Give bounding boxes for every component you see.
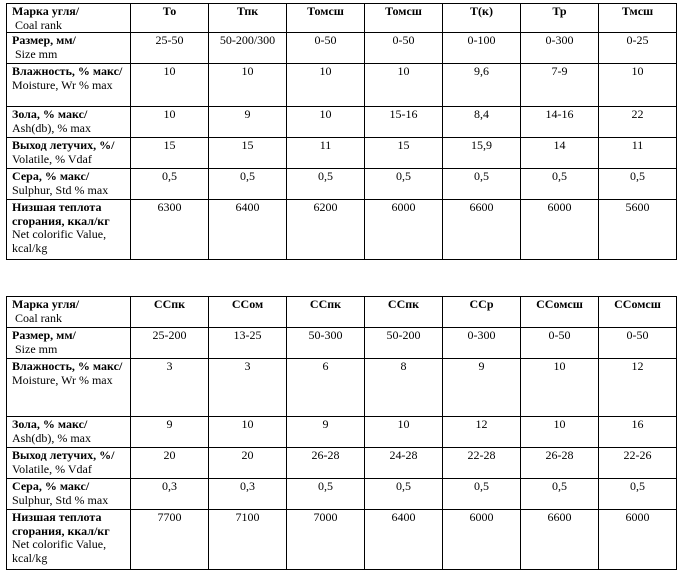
table-cell: 0-25: [599, 33, 677, 64]
label-en: Moisture, Wr % max: [12, 77, 113, 92]
label-ru: Сера, % макс/: [12, 479, 90, 493]
label-en: Ash(db), % max: [12, 120, 91, 135]
coal-rank-header: ССпк: [287, 297, 365, 328]
table-cell: 0-100: [443, 33, 521, 64]
label-en: Sulphur, Std % max: [12, 182, 109, 197]
table-cell: 10: [365, 64, 443, 107]
table-cell: 20: [209, 448, 287, 479]
label-ru: Марка угля/: [12, 297, 80, 311]
table-cell: 10: [209, 64, 287, 107]
coal-rank-header: ССом: [209, 297, 287, 328]
row-label: [7, 328, 131, 359]
table-cell: 0,5: [209, 169, 287, 200]
table-cell: 13-25: [209, 328, 287, 359]
label-en: Moisture, Wr % max: [12, 372, 113, 387]
row-label: [7, 33, 131, 64]
table-cell: 10: [131, 107, 209, 138]
label-en: Sulphur, Std % max: [12, 492, 109, 507]
table-row: [7, 138, 677, 169]
coal-rank-header: Тпк: [209, 4, 287, 33]
table-cell: 10: [521, 417, 599, 448]
table-cell: 10: [131, 64, 209, 107]
table-row: [7, 359, 677, 417]
table-row: [7, 64, 677, 107]
table-cell: 0,5: [131, 169, 209, 200]
table-cell: 8: [365, 359, 443, 417]
row-label: [7, 297, 131, 328]
table-cell: 0,5: [287, 169, 365, 200]
label-en: Net colorific Value, kcal/kg: [12, 537, 107, 565]
table-cell: 26-28: [521, 448, 599, 479]
row-label: [7, 107, 131, 138]
table-cell: 0,5: [521, 169, 599, 200]
table-cell: 0,5: [521, 479, 599, 510]
table-cell: 11: [287, 138, 365, 169]
table-cell: 15: [131, 138, 209, 169]
table-cell: 10: [287, 64, 365, 107]
table-cell: 12: [443, 417, 521, 448]
row-label: [7, 479, 131, 510]
table-cell: 6600: [443, 200, 521, 260]
coal-rank-header: Тмсш: [599, 4, 677, 33]
table-cell: 6: [287, 359, 365, 417]
header-row: [7, 4, 677, 33]
table-cell: 6000: [599, 510, 677, 570]
table-cell: 0-300: [443, 328, 521, 359]
coal-rank-header: Т(к): [443, 4, 521, 33]
table-row: [7, 510, 677, 570]
table-cell: 22-28: [443, 448, 521, 479]
label-ru: Выход летучих, %/: [12, 138, 115, 152]
table-cell: 6400: [209, 200, 287, 260]
table-cell: 9: [443, 359, 521, 417]
label-ru: Низшая теплота сгорания, ккал/кг: [12, 510, 110, 538]
table-cell: 0-50: [287, 33, 365, 64]
table-cell: 16: [599, 417, 677, 448]
table-row: [7, 328, 677, 359]
table-cell: 7000: [287, 510, 365, 570]
label-ru: Зола, % макс/: [12, 417, 88, 431]
table-cell: 7100: [209, 510, 287, 570]
label-en: Ash(db), % max: [12, 430, 91, 445]
table-cell: 15: [365, 138, 443, 169]
label-ru: Влажность, % макс/: [12, 359, 123, 373]
table-cell: 6000: [443, 510, 521, 570]
row-label: [7, 510, 131, 570]
coal-rank-header: ССпк: [365, 297, 443, 328]
table-cell: 10: [365, 417, 443, 448]
table-cell: 15-16: [365, 107, 443, 138]
label-en: Size mm: [15, 46, 58, 61]
table-cell: 0-50: [365, 33, 443, 64]
label-ru: Марка угля/: [12, 4, 80, 18]
table-cell: 0,5: [365, 169, 443, 200]
coal-rank-header: То: [131, 4, 209, 33]
table-cell: 20: [131, 448, 209, 479]
table-cell: 0,5: [443, 479, 521, 510]
table-cell: 0,5: [599, 479, 677, 510]
table-cell: 50-200: [365, 328, 443, 359]
row-label: [7, 138, 131, 169]
table-cell: 12: [599, 359, 677, 417]
table-cell: 0,5: [443, 169, 521, 200]
coal-spec-table-1: [6, 3, 677, 260]
table-row: [7, 107, 677, 138]
coal-spec-table-2: [6, 296, 677, 570]
row-label: [7, 417, 131, 448]
table-cell: 6200: [287, 200, 365, 260]
table-cell: 10: [209, 417, 287, 448]
table-cell: 6000: [365, 200, 443, 260]
row-label: [7, 169, 131, 200]
table-cell: 5600: [599, 200, 677, 260]
table-row: [7, 200, 677, 260]
table-cell: 3: [209, 359, 287, 417]
table-cell: 0,3: [131, 479, 209, 510]
table-row: [7, 417, 677, 448]
table-cell: 6300: [131, 200, 209, 260]
table-cell: 0-300: [521, 33, 599, 64]
table-cell: 9: [131, 417, 209, 448]
label-ru: Выход летучих, %/: [12, 448, 115, 462]
row-label: [7, 200, 131, 260]
table-cell: 9: [209, 107, 287, 138]
table-cell: 0,5: [365, 479, 443, 510]
table-cell: 25-200: [131, 328, 209, 359]
table-cell: 7-9: [521, 64, 599, 107]
label-en: Net colorific Value, kcal/kg: [12, 227, 107, 255]
table-cell: 0,5: [287, 479, 365, 510]
label-en: Volatile, % Vdaf: [12, 151, 92, 166]
label-ru: Низшая теплота сгорания, ккал/кг: [12, 200, 110, 228]
table-cell: 6600: [521, 510, 599, 570]
coal-rank-header: Тр: [521, 4, 599, 33]
coal-rank-header: Томсш: [287, 4, 365, 33]
coal-rank-header: ССпк: [131, 297, 209, 328]
label-en: Volatile, % Vdaf: [12, 461, 92, 476]
coal-rank-header: ССр: [443, 297, 521, 328]
table-cell: 0-50: [599, 328, 677, 359]
table-cell: 0,5: [599, 169, 677, 200]
coal-rank-header: Томсш: [365, 4, 443, 33]
table-cell: 24-28: [365, 448, 443, 479]
table-cell: 6000: [521, 200, 599, 260]
label-en: Coal rank: [15, 310, 62, 325]
table-cell: 9: [287, 417, 365, 448]
table-cell: 0,3: [209, 479, 287, 510]
coal-rank-header: ССомсш: [599, 297, 677, 328]
table-cell: 7700: [131, 510, 209, 570]
table-cell: 25-50: [131, 33, 209, 64]
table-row: [7, 33, 677, 64]
table-cell: 15: [209, 138, 287, 169]
header-row: [7, 297, 677, 328]
row-label: [7, 359, 131, 417]
table-row: [7, 448, 677, 479]
table-cell: 8,4: [443, 107, 521, 138]
table-cell: 9,6: [443, 64, 521, 107]
label-en: Coal rank: [15, 17, 62, 32]
label-ru: Сера, % макс/: [12, 169, 90, 183]
table-cell: 0-50: [521, 328, 599, 359]
table-cell: 11: [599, 138, 677, 169]
row-label: [7, 4, 131, 33]
table-cell: 22: [599, 107, 677, 138]
table-cell: 50-300: [287, 328, 365, 359]
table-cell: 14-16: [521, 107, 599, 138]
label-ru: Размер, мм/: [12, 328, 76, 342]
table-cell: 10: [599, 64, 677, 107]
table-cell: 50-200/300: [209, 33, 287, 64]
label-en: Size mm: [15, 341, 58, 356]
table-cell: 22-26: [599, 448, 677, 479]
label-ru: Влажность, % макс/: [12, 64, 123, 78]
table-cell: 10: [521, 359, 599, 417]
label-ru: Размер, мм/: [12, 33, 76, 47]
table-cell: 6400: [365, 510, 443, 570]
table-cell: 10: [287, 107, 365, 138]
row-label: [7, 64, 131, 107]
table-cell: 3: [131, 359, 209, 417]
coal-rank-header: ССомсш: [521, 297, 599, 328]
table-cell: 14: [521, 138, 599, 169]
label-ru: Зола, % макс/: [12, 107, 88, 121]
row-label: [7, 448, 131, 479]
table-cell: 26-28: [287, 448, 365, 479]
table-row: [7, 479, 677, 510]
table-cell: 15,9: [443, 138, 521, 169]
table-row: [7, 169, 677, 200]
